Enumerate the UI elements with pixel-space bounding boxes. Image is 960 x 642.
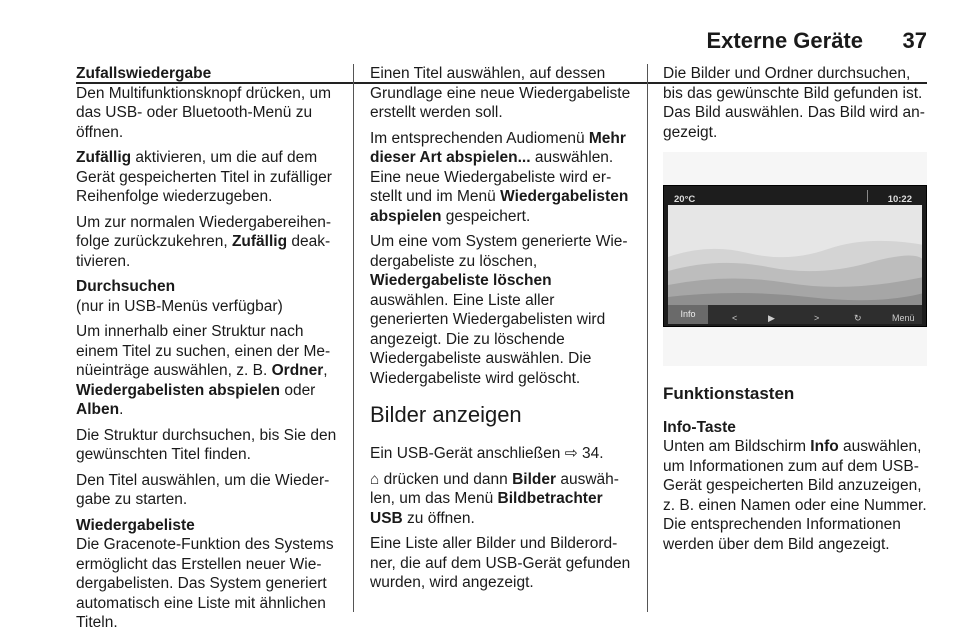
- bold-term: Zufällig: [76, 149, 132, 166]
- text: Unten am Bildschirm: [663, 438, 811, 455]
- text: Um eine vom System generierte Wiedergabeliste zu löschen,: [370, 233, 628, 270]
- paragraph: Eine Liste aller Bilder und Bilderordner, die auf dem USB-Gerät gefunden wurden, wird angezeigt.: [370, 535, 631, 591]
- column-divider: [353, 64, 354, 612]
- page-number: 37: [902, 28, 927, 53]
- paragraph: [76, 322, 340, 420]
- status-bar: [668, 188, 922, 204]
- text: auswählen. Eine Liste aller generierten Wiedergabelisten wird angezeigt. Die zu löschende Wiedergabeliste auswählen. Die Wiedergabeliste wird gelöscht.: [370, 291, 606, 387]
- bold-term: Alben: [76, 401, 120, 418]
- mountain-picture: [668, 205, 922, 305]
- home-icon: ⌂: [370, 470, 380, 488]
- text: zu öffnen.: [402, 509, 475, 527]
- paragraph: [76, 148, 340, 207]
- next-button[interactable]: >: [814, 313, 820, 323]
- control-bar: [668, 305, 922, 324]
- section-heading: Zufallswiedergabe: [76, 65, 212, 82]
- text: .: [119, 401, 124, 418]
- paragraph: [370, 444, 634, 464]
- page-header: [76, 28, 927, 54]
- screen-illustration: [663, 152, 927, 366]
- section-heading: Info-Taste: [663, 418, 736, 436]
- text: auswählen. Eine neue Wiedergabeliste wird erstellt und im Menü: [370, 149, 614, 205]
- section-heading: Wiedergabeliste: [76, 516, 195, 534]
- paragraph: [76, 213, 340, 272]
- text: Ein USB-Gerät anschließen: [370, 445, 565, 462]
- text: auswählen, um Informationen zum auf dem USB-Gerät gespeicherten Bild anzuzeigen, z. B. einen Namen oder eine Nummer. Die entsprechenden Informationen werden über dem Bild angezeigt.: [663, 438, 927, 553]
- rotate-icon[interactable]: ↻: [854, 313, 862, 323]
- text: aktivieren, um die auf dem Gerät gespeicherten Titel in zufälliger Reihenfolge wiederzugeben.: [76, 149, 332, 205]
- bold-term: Bilder: [512, 470, 557, 488]
- text: drücken und dann: [379, 470, 513, 488]
- text: Um innerhalb einer Struktur nach einem Titel zu suchen, einen der Menüeinträge auswählen, z. B.: [76, 323, 331, 379]
- paragraph: (nur in USB-Menüs verfügbar): [76, 297, 283, 315]
- paragraph: Den Multifunktionsknopf drücken, um das USB- oder Bluetooth-Menü zu öffnen.: [76, 84, 332, 141]
- column-1: [76, 64, 340, 639]
- section-title: Funktionstasten: [663, 384, 795, 403]
- info-button[interactable]: Info: [668, 305, 708, 324]
- clock: 10:22: [887, 194, 912, 205]
- paragraph: Die Gracenote-Funktion des Systems ermöglicht das Erstellen neuer Wiedergabelisten. Das System generiert automatisch eine Liste mit ähnlichen Titeln.: [76, 536, 334, 631]
- text: gespeichert.: [441, 207, 531, 225]
- bold-term: Wiedergabeliste löschen: [370, 272, 552, 289]
- bold-term: Wiedergabelisten abspielen: [76, 381, 281, 399]
- paragraph: [370, 470, 634, 529]
- header-title: Externe Geräte: [706, 28, 863, 53]
- page-reference-arrow-icon: ⇨: [564, 445, 578, 462]
- bold-term: Bildbetrachter USB: [370, 490, 603, 527]
- paragraph: [370, 232, 634, 388]
- section-heading: Durchsuchen: [76, 278, 176, 295]
- column-divider: [647, 64, 648, 612]
- text: Im entsprechenden Audiomenü: [370, 129, 589, 147]
- section-title: Bilder anzeigen: [370, 402, 522, 427]
- paragraph: Die Struktur durchsuchen, bis Sie den gewünschten Titel finden.: [76, 426, 337, 463]
- bold-term: Ordner: [271, 362, 324, 379]
- text: deaktivieren.: [76, 233, 331, 270]
- text: 34.: [577, 445, 604, 462]
- text: Um zur normalen Wiedergabereihenfolge zurückzukehren,: [76, 213, 332, 250]
- status-separator: [867, 190, 868, 202]
- bold-term: Wiedergabelisten abspielen: [370, 188, 629, 225]
- paragraph: [370, 129, 634, 227]
- picture-view: [668, 205, 922, 305]
- paragraph: Einen Titel auswählen, auf dessen Grundlage eine neue Wiedergabeliste erstellt werden soll.: [370, 65, 631, 121]
- text: oder: [280, 381, 316, 399]
- bold-term: Zufällig: [231, 233, 288, 250]
- temperature: 20°C: [674, 194, 696, 205]
- column-3: [663, 64, 927, 560]
- paragraph: Den Titel auswählen, um die Wiedergabe zu starten.: [76, 471, 330, 508]
- bold-term: Mehr dieser Art abspielen...: [370, 129, 626, 166]
- play-button[interactable]: ▶: [768, 313, 775, 323]
- previous-button[interactable]: <: [732, 313, 738, 323]
- column-2: [370, 64, 634, 599]
- paragraph: Die Bilder und Ordner durchsuchen, bis das gewünschte Bild gefunden ist. Das Bild auswählen. Das Bild wird angezeigt.: [663, 65, 925, 141]
- text: auswählen, um das Menü: [370, 470, 619, 507]
- paragraph: [663, 437, 927, 554]
- display-screen: [663, 185, 927, 327]
- menu-button[interactable]: Menü: [892, 313, 915, 323]
- text: ,: [323, 362, 328, 379]
- bold-term: Info: [810, 438, 839, 455]
